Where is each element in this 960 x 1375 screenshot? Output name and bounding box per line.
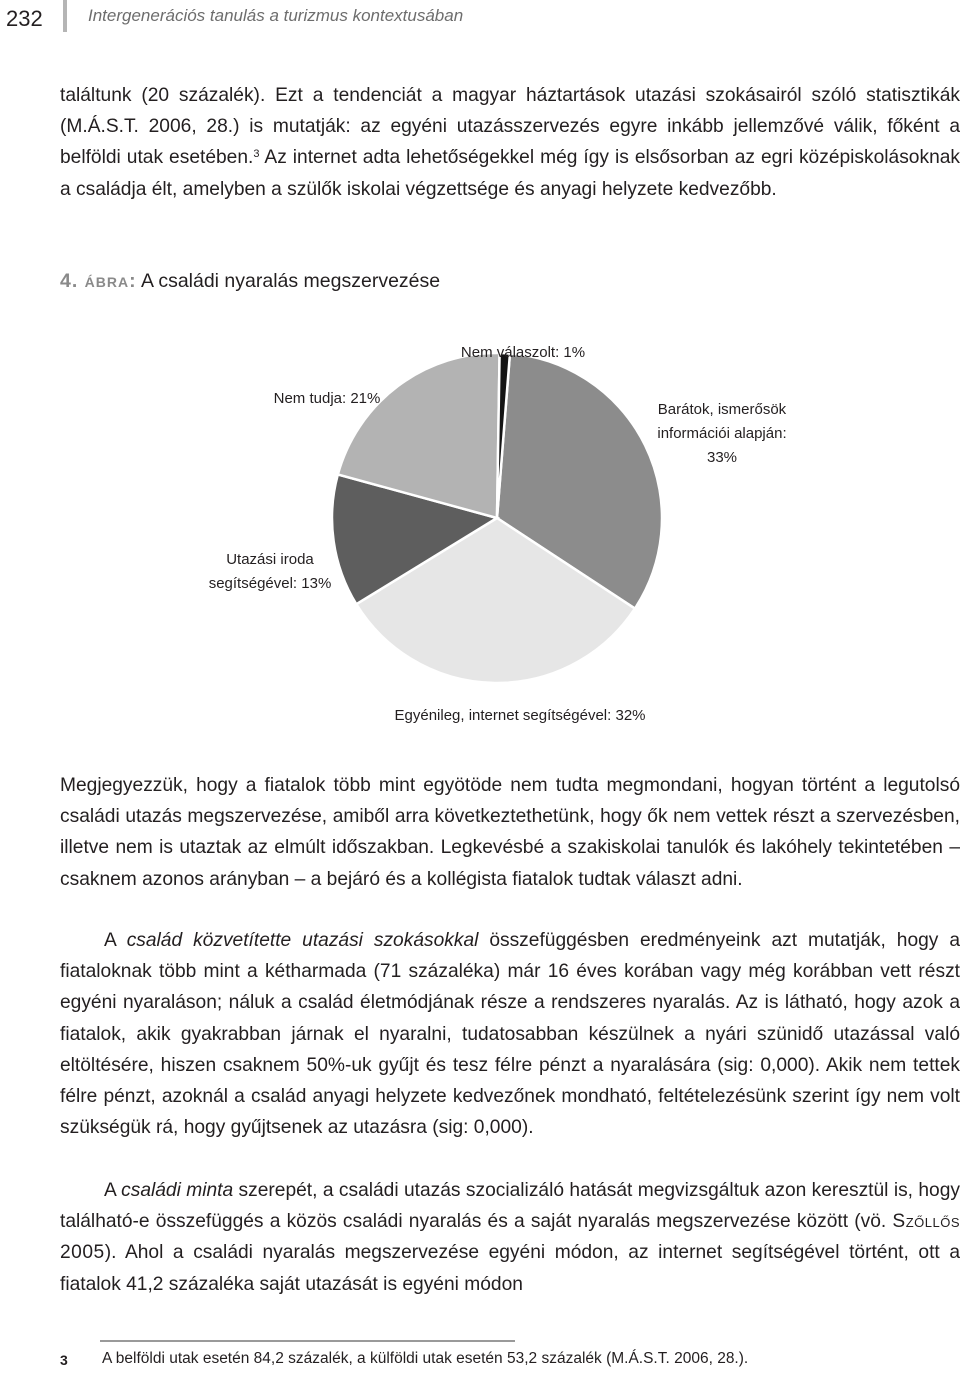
paragraph-family-pattern-text-c: ). Ahol a családi nyaralás megszervezése egyéni módon, az internet segítségével történt, ott a fiatalok 41,2 százaléka saját utazását is egyéni módon — [60, 1242, 960, 1295]
footnote-number: 3 — [60, 1352, 68, 1368]
paragraph-family-habits-text-b: összefüggésben eredményeink azt mutatják, hogy a fiataloknak több mint a kétharmada (71 százaléka) már 16 éves korában vagy még korábban vett részt egyéni nyaraláson; náluk a család életmódjának része a rendszeres nyaralás. Az is látható, hogy azok a fiatalok, akik gyakrabban járnak el nyaralni, tudatosabban készülnek a nyári szünidő utazással való eltöltésére, hiszen csaknem 50%-uk gyűjt és tesz félre pénzt a nyaralására (sig: 0,000). Akik nem tettek félre pénzt, azoknál a család anyagi helyzete kedvezőnek mondható, feltételezésünk szerint így nem volt szükségük rá, hogy gyűjtsenek az utazásra (sig: 0,000). — [60, 930, 960, 1139]
paragraph-family-habits-text-a: A — [104, 930, 127, 951]
running-title: Intergenerációs tanulás a turizmus kontextusában — [88, 6, 464, 25]
paragraph-family-pattern — [60, 1175, 960, 1300]
paragraph-family-habits — [60, 925, 960, 1143]
slice-dont-know-label: Nem tudja: 21% — [273, 390, 381, 407]
page-number: 232 — [6, 6, 43, 31]
pie-chart — [0, 330, 960, 730]
figure-label: 4. ábra: — [60, 270, 137, 292]
paragraph-family-pattern-emphasis: családi minta — [121, 1180, 234, 1201]
paragraph-family-habits-emphasis: család közvetítette utazási szokásokkal — [126, 930, 479, 951]
paragraph-intro-text-b: Az internet adta lehetőségekkel még így is elsősorban az egri középiskolásoknak a családja élt, amelyben a szülők iskolai végzettsége és anyagi helyzete kedvezőbb. — [60, 147, 960, 200]
citation: Szőllős 2005 — [60, 1211, 960, 1264]
paragraph-intro — [60, 80, 960, 205]
footnote-reference[interactable]: 3 — [253, 148, 260, 161]
paragraph-family-pattern-text-b: szerepét, a családi utazás szocializáló hatását megvizsgáltuk azon keresztül is, hogy található-e összefüggés a közös családi nyaralás és a saját nyaralás megszervezése között (vö. — [60, 1180, 960, 1233]
header-divider — [63, 0, 67, 32]
page-header — [0, 0, 960, 40]
slice-no-answer-label: Nem válaszolt: 1% — [460, 344, 586, 361]
paragraph-family-pattern-text-a: A — [104, 1180, 122, 1201]
paragraph-discussion: Megjegyezzük, hogy a fiatalok több mint egyötöde nem tudta megmondani, hogyan történt a legutolsó családi utazás megszervezése, amiből arra következtethetünk, hogy ők nem vettek részt a szervezésben, illetve nem is utaztak az elmúlt időszakban. Legkevésbé a szakiskolai tanulók és lakóhely tekintetében – csaknem azonos arányban – a bejáró és a kollégista fiatalok tudtak választ adni. — [60, 775, 960, 890]
figure-title: A családi nyaralás megszervezése — [140, 270, 441, 292]
footnote-text: A belföldi utak esetén 84,2 százalék, a külföldi utak esetén 53,2 százalék (M.Á.S.T. 2006, 28.). — [102, 1350, 749, 1367]
slice-travel-agency-label: Utazási iroda segítségével: 13% — [208, 551, 332, 592]
footnote-divider — [100, 1340, 515, 1342]
figure-caption — [60, 270, 440, 293]
slice-friends-label: Barátok, ismerősök információi alapján: 33% — [657, 401, 787, 466]
slice-internet-label: Egyénileg, internet segítségével: 32% — [394, 707, 646, 724]
paragraph-intro-text-a: találtunk (20 százalék). Ezt a tendenciát a magyar háztartások utazási szokásairól szóló statisztikák (M.Á.S.T. 2006, 28.) is mutatják: az egyéni utazásszervezés egyre inkább jellemzővé válik, főként a belföldi utak esetében. — [60, 85, 960, 169]
